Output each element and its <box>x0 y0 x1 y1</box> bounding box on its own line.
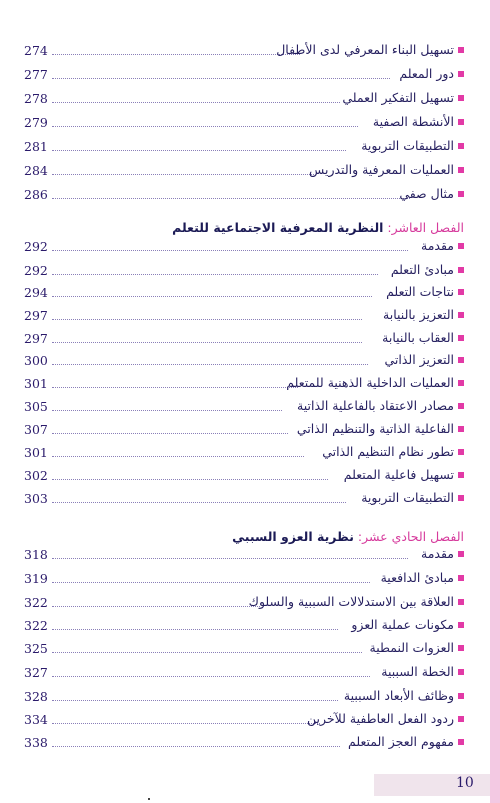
dot-leader <box>52 652 362 653</box>
bullet-icon <box>458 191 464 197</box>
toc-page-number: 318 <box>24 547 48 562</box>
toc-entry-label: دور المعلم <box>399 66 454 81</box>
toc-page-number: 292 <box>24 239 48 254</box>
toc-page-number: 274 <box>24 43 48 58</box>
bullet-icon <box>458 71 464 77</box>
bullet-icon <box>458 119 464 125</box>
toc-entry-label: التعزيز الذاتي <box>384 352 454 367</box>
dot-leader <box>52 78 390 79</box>
toc-entry[interactable] <box>0 138 500 158</box>
toc-page-number: 284 <box>24 163 48 178</box>
toc-page-number: 297 <box>24 308 48 323</box>
dot-leader <box>52 410 282 411</box>
bullet-icon <box>458 693 464 699</box>
toc-entry-label: العمليات الداخلية الذهنية للمتعلم <box>286 375 454 390</box>
dot-leader <box>52 606 260 607</box>
bullet-icon <box>458 551 464 557</box>
dot-leader <box>52 250 408 251</box>
toc-entry-label: مفهوم العجز المتعلم <box>348 734 454 749</box>
toc-entry[interactable] <box>0 398 500 418</box>
bullet-icon <box>458 426 464 432</box>
toc-entry-label: التطبيقات التربوية <box>361 490 454 505</box>
bullet-icon <box>458 95 464 101</box>
toc-page-number: 292 <box>24 263 48 278</box>
scan-speck <box>148 798 150 800</box>
bullet-icon <box>458 243 464 249</box>
toc-page-number: 305 <box>24 399 48 414</box>
toc-entry[interactable] <box>0 66 500 86</box>
bullet-icon <box>458 599 464 605</box>
dot-leader <box>52 502 346 503</box>
dot-leader <box>52 126 358 127</box>
dot-leader <box>52 102 340 103</box>
toc-entry-label: العلاقة بين الاستدلالات السببية والسلوك <box>248 594 454 609</box>
toc-entry[interactable] <box>0 490 500 510</box>
chapter-heading <box>232 529 464 544</box>
toc-entry[interactable] <box>0 262 500 282</box>
toc-entry[interactable] <box>0 711 500 731</box>
toc-entry-label: التطبيقات التربوية <box>361 138 454 153</box>
toc-entry[interactable] <box>0 594 500 614</box>
toc-page-number: 279 <box>24 115 48 130</box>
toc-entry[interactable] <box>0 640 500 660</box>
toc-page-number: 303 <box>24 491 48 506</box>
chapter-label: الفصل العاشر: <box>387 220 464 235</box>
bullet-icon <box>458 403 464 409</box>
toc-entry-label: الأنشطة الصفية <box>372 114 454 129</box>
toc-entry[interactable] <box>0 90 500 110</box>
dot-leader <box>52 723 320 724</box>
toc-entry-label: نتاجات التعلم <box>386 284 454 299</box>
toc-entry[interactable] <box>0 162 500 182</box>
bullet-icon <box>458 739 464 745</box>
dot-leader <box>52 364 368 365</box>
toc-entry-label: مبادئ الدافعية <box>380 570 454 585</box>
dot-leader <box>52 558 408 559</box>
bullet-icon <box>458 47 464 53</box>
chapter-title: النظرية المعرفية الاجتماعية للتعلم <box>172 220 384 235</box>
toc-entry[interactable] <box>0 352 500 372</box>
toc-page-number: 300 <box>24 353 48 368</box>
toc-entry-label: مقدمة <box>421 546 454 561</box>
toc-entry[interactable] <box>0 284 500 304</box>
toc-entry-label: مبادئ التعلم <box>390 262 454 277</box>
chapter-heading <box>172 220 464 235</box>
bullet-icon <box>458 380 464 386</box>
dot-leader <box>52 274 378 275</box>
toc-entry[interactable] <box>0 570 500 590</box>
toc-entry-label: تسهيل التفكير العملي <box>342 90 454 105</box>
toc-entry[interactable] <box>0 42 500 62</box>
toc-entry[interactable] <box>0 734 500 754</box>
dot-leader <box>52 296 372 297</box>
toc-entry[interactable] <box>0 688 500 708</box>
bullet-icon <box>458 622 464 628</box>
bullet-icon <box>458 716 464 722</box>
dot-leader <box>52 479 328 480</box>
toc-page-number: 327 <box>24 665 48 680</box>
toc-page-number: 301 <box>24 376 48 391</box>
toc-page-number: 281 <box>24 139 48 154</box>
toc-page-number: 325 <box>24 641 48 656</box>
bullet-icon <box>458 449 464 455</box>
toc-entry-label: تطور نظام التنظيم الذاتي <box>322 444 454 459</box>
toc-entry[interactable] <box>0 307 500 327</box>
toc-entry-label: مصادر الاعتقاد بالفاعلية الذاتية <box>297 398 454 413</box>
chapter-title: نظرية العزو السببي <box>232 529 354 544</box>
toc-entry-label: تسهيل البناء المعرفي لدى الأطفال <box>276 42 454 57</box>
dot-leader <box>52 198 410 199</box>
dot-leader <box>52 319 362 320</box>
bullet-icon <box>458 645 464 651</box>
toc-page-number: 322 <box>24 618 48 633</box>
toc-entry[interactable] <box>0 617 500 637</box>
bullet-icon <box>458 289 464 295</box>
bullet-icon <box>458 335 464 341</box>
toc-entry[interactable] <box>0 444 500 464</box>
bullet-icon <box>458 267 464 273</box>
toc-page-number: 286 <box>24 187 48 202</box>
toc-page-number: 322 <box>24 595 48 610</box>
toc-page-number: 278 <box>24 91 48 106</box>
toc-entry-label: الخطة السببية <box>381 664 454 679</box>
dot-leader <box>52 433 288 434</box>
page-number: 10 <box>456 775 474 791</box>
dot-leader <box>52 342 362 343</box>
bullet-icon <box>458 472 464 478</box>
toc-entry-label: مكونات عملية العزو <box>351 617 454 632</box>
toc-entry-label: ردود الفعل العاطفية للآخرين <box>307 711 454 726</box>
bullet-icon <box>458 167 464 173</box>
dot-leader <box>52 150 346 151</box>
bullet-icon <box>458 143 464 149</box>
toc-entry-label: العزوات النمطية <box>369 640 454 655</box>
bullet-icon <box>458 669 464 675</box>
toc-entry[interactable] <box>0 546 500 566</box>
toc-entry-label: مقدمة <box>421 238 454 253</box>
dot-leader <box>52 629 338 630</box>
dot-leader <box>52 746 340 747</box>
chapter-label: الفصل الحادي عشر: <box>357 529 464 544</box>
dot-leader <box>52 582 370 583</box>
toc-page-number: 277 <box>24 67 48 82</box>
toc-page-number: 319 <box>24 571 48 586</box>
toc-entry[interactable] <box>0 186 500 206</box>
toc-entry[interactable] <box>0 375 500 395</box>
bullet-icon <box>458 495 464 501</box>
toc-entry-label: العقاب بالنيابة <box>382 330 454 345</box>
dot-leader <box>52 700 338 701</box>
toc-entry-label: التعزيز بالنيابة <box>383 307 454 322</box>
toc-entry[interactable] <box>0 330 500 350</box>
dot-leader <box>52 676 370 677</box>
toc-page-number: 334 <box>24 712 48 727</box>
toc-page-number: 297 <box>24 331 48 346</box>
toc-entry[interactable] <box>0 664 500 684</box>
bullet-icon <box>458 312 464 318</box>
toc-page-number: 294 <box>24 285 48 300</box>
toc-entry[interactable] <box>0 114 500 134</box>
dot-leader <box>52 54 300 55</box>
toc-page-number: 301 <box>24 445 48 460</box>
toc-page-number: 328 <box>24 689 48 704</box>
toc-entry[interactable] <box>0 238 500 258</box>
toc-entry-label: تسهيل فاعلية المتعلم <box>343 467 454 482</box>
dot-leader <box>52 387 298 388</box>
toc-page-number: 302 <box>24 468 48 483</box>
toc-entry-label: مثال صفي <box>399 186 454 201</box>
toc-page-number: 307 <box>24 422 48 437</box>
bullet-icon <box>458 575 464 581</box>
toc-page-number: 338 <box>24 735 48 750</box>
toc-entry-label: العمليات المعرفية والتدريس <box>309 162 454 177</box>
toc-entry-label: الفاعلية الذاتية والتنظيم الذاتي <box>296 421 454 436</box>
bullet-icon <box>458 357 464 363</box>
dot-leader <box>52 174 314 175</box>
toc-entry[interactable] <box>0 467 500 487</box>
toc-entry-label: وظائف الأبعاد السببية <box>343 688 454 703</box>
dot-leader <box>52 456 304 457</box>
toc-entry[interactable] <box>0 421 500 441</box>
